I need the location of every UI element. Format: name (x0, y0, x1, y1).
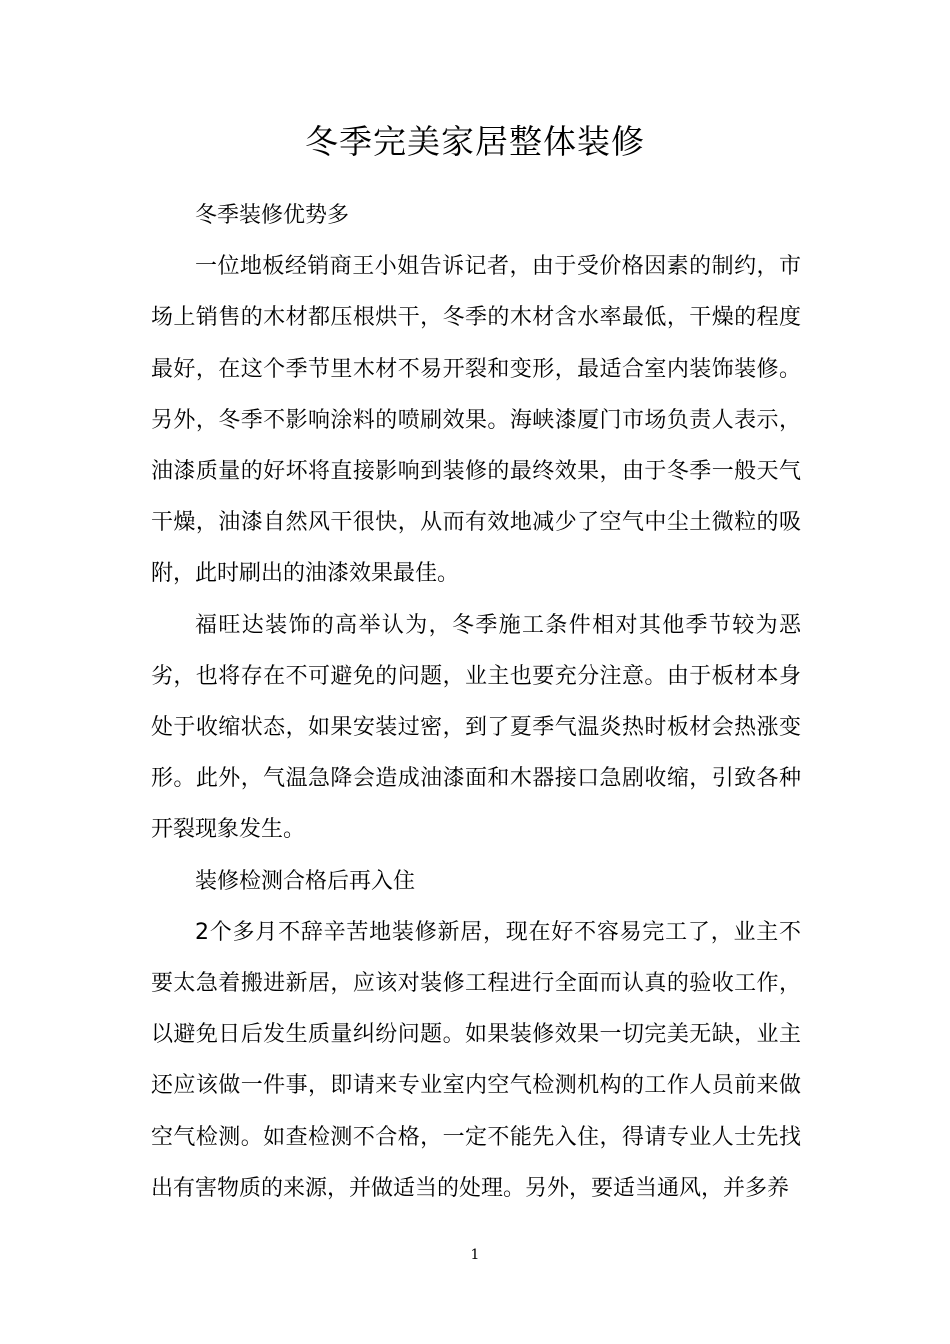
paragraph: 福旺达装饰的高举认为，冬季施工条件相对其他季节较为恶劣，也将存在不可避免的问题，业主也要充分注意。由于板材本身处于收缩状态，如果安装过密，到了夏季气温炎热时板材会热涨变形。此外，气温急降会造成油漆面和木器接口急剧收缩，引致各种开裂现象发生。 (151, 612, 801, 843)
section-heading: 冬季装修优势多 (195, 203, 350, 228)
page-number: 1 (470, 1247, 480, 1263)
document-body (151, 190, 801, 1214)
document-title: 冬季完美家居整体装修 (305, 122, 645, 161)
paragraph: 一位地板经销商王小姐告诉记者，由于受价格因素的制约，市场上销售的木材都压根烘干，冬季的木材含水率最低，干燥的程度最好，在这个季节里木材不易开裂和变形，最适合室内装饰装修。另外，冬季不影响涂料的喷刷效果。海峡漆厦门市场负责人表示，油漆质量的好坏将直接影响到装修的最终效果，由于冬季一般天气干燥，油漆自然风干很快，从而有效地减少了空气中尘土微粒的吸附，此时刷出的油漆效果最佳。 (151, 254, 801, 587)
section-heading: 装修检测合格后再入住 (195, 868, 416, 894)
paragraph: 2个多月不辞辛苦地装修新居，现在好不容易完工了，业主不要太急着搬进新居，应该对装修工程进行全面而认真的验收工作，以避免日后发生质量纠纷问题。如果装修效果一切完美无缺，业主还应该做一件事，即请来专业室内空气检测机构的工作人员前来做空气检测。如查检测不合格，一定不能先入住，得请专业人士先找出有害物质的来源，并做适当的处理。另外，要适当通风，并多养 (151, 919, 801, 1201)
